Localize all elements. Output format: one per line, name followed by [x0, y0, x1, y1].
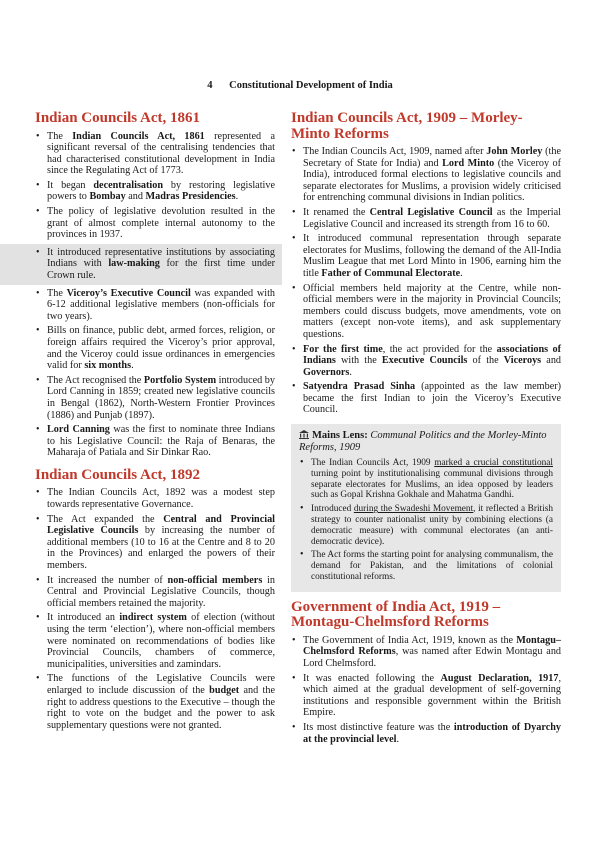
bank-building-icon [299, 430, 309, 439]
section-title-1919: Government of India Act, 1919 – Montagu-Chelmsford Reforms [291, 598, 501, 631]
list-item: • Satyendra Prasad Sinha (appointed as the law member) became the first Indian to join the Viceroy’s Executive Council. [291, 381, 561, 416]
list-item: • It increased the number of non-official members in Central and Provincial Legislative Councils, though official members retained the majority. [35, 575, 275, 610]
running-title: Constitutional Development of India [229, 80, 393, 91]
list-item: • The policy of legislative devolution resulted in the grant of almost complete internal autonomy to the provinces in 1937. [35, 206, 275, 241]
list-item: • The Government of India Act, 1919, known as the Montagu–Chelmsford Reforms, was named after Edwin Montagu and Lord Chelmsford. [291, 635, 561, 670]
list-item: • It was enacted following the August Declaration, 1917, which aimed at the gradual development of self-governing institutions and responsible government within the British Empire. [291, 673, 561, 719]
list-item: • The functions of the Legislative Councils were enlarged to include discussion of the budget and the right to address questions to the Executive – though the right to vote on the budget and the power to ask supplementary questions were not granted. [35, 673, 275, 731]
list-item: • It introduced representative institutions by associating Indians with law-making for the first time under Crown rule. [0, 244, 282, 285]
list-item: • The Indian Councils Act, 1892 was a modest step towards representative Governance. [35, 487, 275, 510]
list-1919 [291, 635, 561, 745]
section-title-1861: Indian Councils Act, 1861 [35, 110, 201, 126]
list-item: • For the first time, the act provided for the associations of Indians with the Executive Councils of the Viceroys and Governors. [291, 344, 561, 379]
list-item: • The Act recognised the Portfolio System introduced by Lord Canning in 1859; created new legislative councils in Bengal (1862), North-Western Frontier Provinces (1886) and Punjab (1897). [35, 375, 275, 421]
list-item: • The Indian Councils Act, 1909, named after John Morley (the Secretary of State for India) and Lord Minto (the Viceroy of India), introduced formal elections to legislative councils and separate electorates for Muslims, a provision widely criticised for entrenching communal divisions in Indian politics. [291, 146, 561, 204]
mains-lens-box [291, 424, 561, 592]
left-column [35, 111, 275, 734]
list-item: • Official members held majority at the Centre, while non-official members were in the majority in Provincial Councils; members could discuss budgets, move amendments, vote on matters (except non-vote items), and ask supplementary questions. [291, 283, 561, 341]
list-item: • The Indian Councils Act, 1909 marked a crucial constitutional turning point by institutionalising communal divisions through separate electorates for Muslims, an idea opposed by leaders such as Gopal Krishna Gokhale and Mahatma Gandhi. [299, 458, 553, 501]
list-item: • It introduced communal representation through separate electorates for Muslims, following the demand of the All-India Muslim League that met Lord Minto in 1906, earning him the title Father of Communal Electorate. [291, 233, 561, 279]
list-item: • Its most distinctive feature was the introduction of Dyarchy at the provincial level. [291, 722, 561, 745]
list-item: • The Viceroy’s Executive Council was expanded with 6-12 additional legislative members (non-officials for two years). [35, 288, 275, 323]
page-header [0, 80, 600, 91]
list-item: • The Indian Councils Act, 1861 represented a significant reversal of the centralising tendencies that had characterised constitutional development in India since the Regulating Act of 1773. [35, 131, 275, 177]
mains-lens-heading [299, 430, 553, 454]
list-1909 [291, 146, 561, 416]
list-item: • It renamed the Central Legislative Council as the Imperial Legislative Council and increased its strength from 16 to 60. [291, 207, 561, 230]
list-item: • Introduced during the Swadeshi Movement, it reflected a British strategy to counter nationalist unity by combining elections (a democratic measure) with communal electorates (an anti-democratic device). [299, 504, 553, 547]
mains-lens-label: Mains Lens: [312, 430, 368, 442]
list-item: • It introduced an indirect system of election (without using the term ‘election’), where non-official members were nominated on recommendations of bodies like Provincial Councils, chambers of commerce, municipalities, universities and zamindars. [35, 612, 275, 670]
mains-lens-list [299, 458, 553, 583]
right-column [291, 111, 561, 748]
list-item: • The Act expanded the Central and Provincial Legislative Councils by increasing the number of additional members (10 to 16 at the Centre and 8 to 20 in the Provinces) and enlarged the powers of their members. [35, 514, 275, 572]
list-item: • Lord Canning was the first to nominate three Indians to his Legislative Council: the Raja of Benaras, the Maharaja of Patiala and Sir Dinkar Rao. [35, 424, 275, 459]
section-title-1909: Indian Councils Act, 1909 – Morley-Minto Reforms [291, 110, 523, 142]
list-1861 [35, 131, 275, 459]
mains-lens-title: Communal Politics and the Morley-Minto Reforms, 1909 [299, 430, 547, 454]
list-item: • The Act forms the starting point for analysing communalism, the demand for Pakistan, and the limitations of colonial constitutional reforms. [299, 550, 553, 582]
list-item: • Bills on finance, public debt, armed forces, religion, or foreign affairs required the Viceroy’s prior approval, and the Viceroy could issue ordinances in emergencies valid for six months. [35, 325, 275, 371]
section-title-1892: Indian Councils Act, 1892 [35, 466, 201, 483]
page-number: 4 [207, 80, 213, 91]
list-item: • It began decentralisation by restoring legislative powers to Bombay and Madras Presidencies. [35, 180, 275, 203]
list-1892 [35, 487, 275, 731]
